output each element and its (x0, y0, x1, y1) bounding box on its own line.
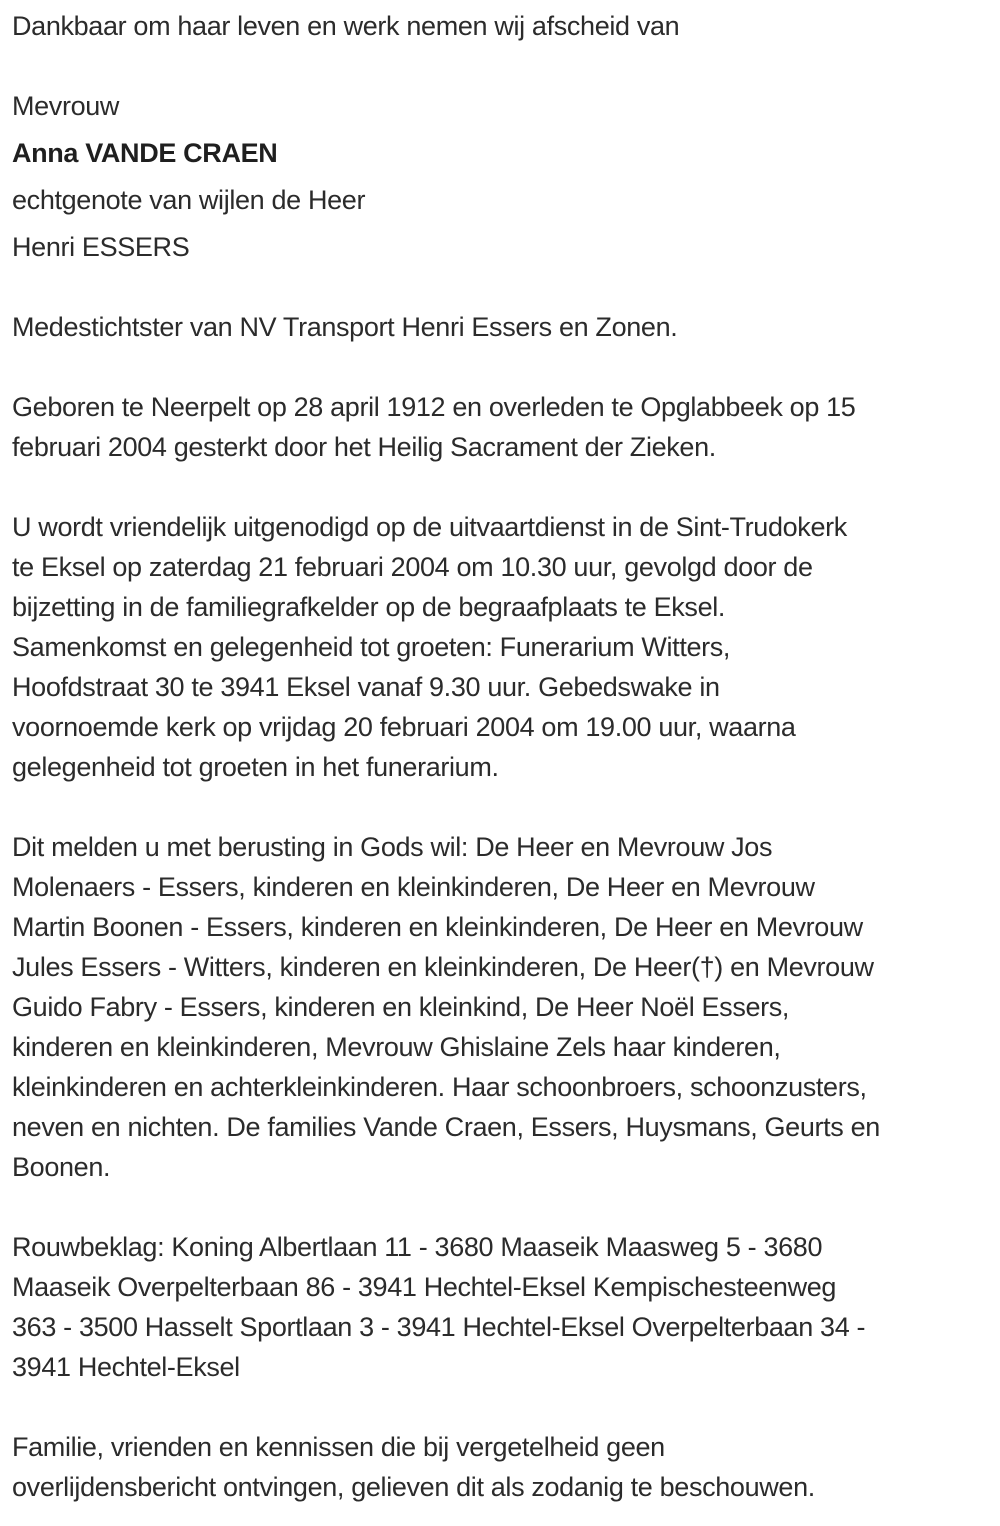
birth-death-line: februari 2004 gesterkt door het Heilig Sacrament der Zieken. (12, 432, 716, 462)
service-line: voornoemde kerk op vrijdag 20 februari 2004 om 19.00 uur, waarna (12, 712, 796, 742)
role-line (12, 307, 992, 347)
service-line: bijzetting in de familiegrafkelder op de begraafplaats te Eksel. (12, 592, 726, 622)
service-line: U wordt vriendelijk uitgenodigd op de uitvaartdienst in de Sint-Trudokerk (12, 512, 847, 542)
service-line: Samenkomst en gelegenheid tot groeten: Funerarium Witters, (12, 632, 731, 662)
closing-paragraph (12, 1427, 992, 1507)
family-line: Martin Boonen - Essers, kinderen en kleinkinderen, De Heer en Mevrouw (12, 912, 863, 942)
spouse-name: Henri ESSERS (12, 232, 190, 262)
family-line: Boonen. (12, 1152, 111, 1182)
family-line: kinderen en kleinkinderen, Mevrouw Ghislaine Zels haar kinderen, (12, 1032, 781, 1062)
intro-text: Dankbaar om haar leven en werk nemen wij afscheid van (12, 11, 680, 41)
condolence-line: Rouwbeklag: Koning Albertlaan 11 - 3680 Maaseik Maasweg 5 - 3680 (12, 1232, 823, 1262)
family-line: kleinkinderen en achterkleinkinderen. Haar schoonbroers, schoonzusters, (12, 1072, 867, 1102)
salutation: Mevrouw (12, 91, 120, 121)
family-line: neven en nichten. De families Vande Craen, Essers, Huysmans, Geurts en (12, 1112, 880, 1142)
service-paragraph (12, 507, 992, 787)
condolence-line: 3941 Hechtel-Eksel (12, 1352, 240, 1382)
service-line: te Eksel op zaterdag 21 februari 2004 om 10.30 uur, gevolgd door de (12, 552, 813, 582)
condolence-line: Maaseik Overpelterbaan 86 - 3941 Hechtel-Eksel Kempischesteenweg (12, 1272, 837, 1302)
condolence-addresses-paragraph (12, 1227, 992, 1387)
family-paragraph (12, 827, 992, 1187)
intro-line (12, 6, 992, 46)
closing-line: Familie, vrienden en kennissen die bij vergetelheid geen (12, 1432, 665, 1462)
condolence-line: 363 - 3500 Hasselt Sportlaan 3 - 3941 Hechtel-Eksel Overpelterbaan 34 - (12, 1312, 866, 1342)
family-line: Dit melden u met berusting in Gods wil: De Heer en Mevrouw Jos (12, 832, 773, 862)
deceased-block (12, 86, 992, 267)
role-text: Medestichtster van NV Transport Henri Essers en Zonen. (12, 312, 678, 342)
family-line: Guido Fabry - Essers, kinderen en kleinkind, De Heer Noël Essers, (12, 992, 790, 1022)
closing-line: overlijdensbericht ontvingen, gelieven dit als zodanig te beschouwen. (12, 1472, 815, 1502)
birth-death-line: Geboren te Neerpelt op 28 april 1912 en overleden te Opglabbeek op 15 (12, 392, 856, 422)
relation-line: echtgenote van wijlen de Heer (12, 185, 366, 215)
family-line: Molenaers - Essers, kinderen en kleinkinderen, De Heer en Mevrouw (12, 872, 815, 902)
family-line: Jules Essers - Witters, kinderen en kleinkinderen, De Heer(†) en Mevrouw (12, 952, 874, 982)
service-line: Hoofdstraat 30 te 3941 Eksel vanaf 9.30 uur. Gebedswake in (12, 672, 720, 702)
birth-death-paragraph (12, 387, 992, 467)
deceased-name: Anna VANDE CRAEN (12, 138, 278, 168)
service-line: gelegenheid tot groeten in het funerarium. (12, 752, 499, 782)
